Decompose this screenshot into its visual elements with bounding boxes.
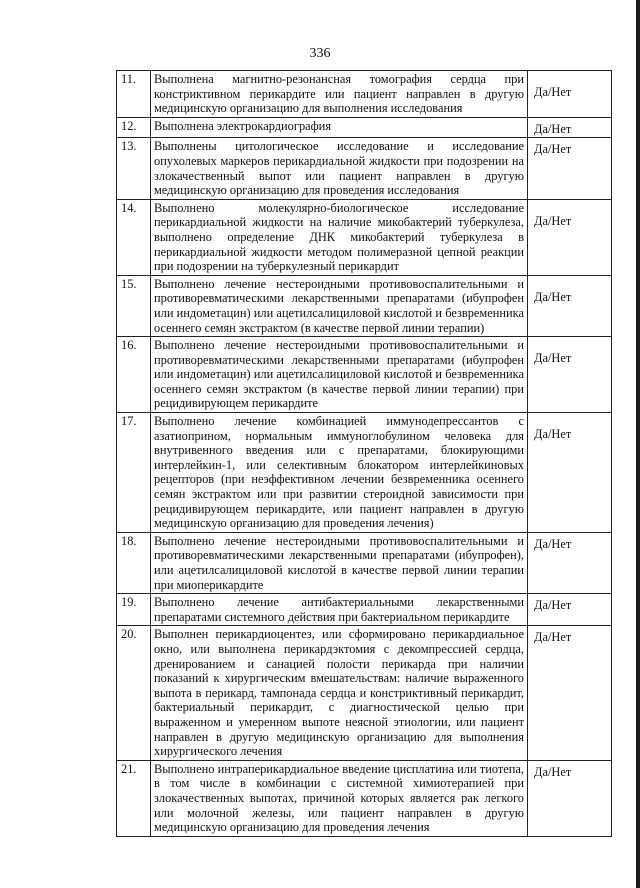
table-row <box>117 413 612 533</box>
table-row <box>117 138 612 199</box>
criterion-text: Выполнено молекулярно-биологическое исследование перикардиальной жидкости на наличие микобактерий туберкулеза, выполнено определение ДНК микобактерий туберкулеза в перикардиальной жидкости методом полимеразной цепной реакции при подозрении на туберкулезный перикардит <box>151 199 528 275</box>
row-number: 11. <box>117 71 151 118</box>
criterion-text: Выполнено лечение нестероидными противовоспалительными и противоревматическими лекарственными препаратами (ибупрофен или индометацин) или ацетилсалициловой кислотой и безвременника осеннего семян экстрактом (в качестве первой линии терапии) <box>151 275 528 336</box>
row-number: 20. <box>117 626 151 760</box>
criterion-text: Выполнена электрокардиография <box>151 117 528 138</box>
row-number: 14. <box>117 199 151 275</box>
row-number: 16. <box>117 337 151 413</box>
table-row <box>117 532 612 593</box>
row-number: 12. <box>117 117 151 138</box>
criterion-text: Выполнен перикардиоцентез, или сформировано перикардиальное окно, или выполнена перикардэктомия с декомпрессией сердца, дренированием и санацией полости перикарда при наличии показаний к хирургическим вмешательствам: наличие выраженного выпота в перикард, тампонада сердца и констриктивный перикардит, бактериальный перикардит, с диагностической целью при выраженном и умеренном выпоте неясной этиологии, или пациент направлен в другую медицинскую организацию для выполнения хирургического лечения <box>151 626 528 760</box>
criterion-text: Выполнена магнитно-резонансная томография сердца при констриктивном перикардите или пациент направлен в другую медицинскую организацию для выполнения исследования <box>151 71 528 118</box>
table-row <box>117 71 612 118</box>
criterion-text: Выполнено лечение антибактериальными лекарственными препаратами системного действия при бактериальном перикардите <box>151 594 528 626</box>
table-row <box>117 117 612 138</box>
row-number: 21. <box>117 760 151 836</box>
row-number: 18. <box>117 532 151 593</box>
scan-edge-shadow <box>636 0 640 888</box>
quality-criteria-table <box>116 70 612 837</box>
row-number: 19. <box>117 594 151 626</box>
answer-cell: Да/Нет <box>528 626 612 760</box>
answer-cell: Да/Нет <box>528 199 612 275</box>
criterion-text: Выполнены цитологическое исследование и исследование опухолевых маркеров перикардиальной жидкости при подозрении на злокачественный выпот или пациент направлен в другую медицинскую организацию для проведения исследования <box>151 138 528 199</box>
table-row <box>117 594 612 626</box>
answer-cell: Да/Нет <box>528 138 612 199</box>
row-number: 17. <box>117 413 151 533</box>
answer-cell: Да/Нет <box>528 117 612 138</box>
criterion-text: Выполнено лечение комбинацией иммунодепрессантов с азатиоприном, нормальным иммуноглобулином человека для внутривенного введения или с препаратами, блокирующими интерлейкин-1, или селективным блокатором интерлейкиновых рецепторов (при неэффективном лечении безвременника осеннего семян экстрактом или при развитии стероидной зависимости при рецидивирующем перикардите, или пациент направлен в другую медицинскую организацию для проведения лечения) <box>151 413 528 533</box>
table-row <box>117 337 612 413</box>
table-row <box>117 626 612 760</box>
table-row <box>117 275 612 336</box>
criterion-text: Выполнено лечение нестероидными противовоспалительными и противоревматическими лекарственными препаратами (ибупрофен или индометацин) или ацетилсалициловой кислотой и безвременника осеннего семян экстрактом (в качестве первой линии терапии) при рецидивирующем перикардите <box>151 337 528 413</box>
table-row <box>117 760 612 836</box>
row-number: 15. <box>117 275 151 336</box>
answer-cell: Да/Нет <box>528 594 612 626</box>
answer-cell: Да/Нет <box>528 337 612 413</box>
answer-cell: Да/Нет <box>528 413 612 533</box>
page-number: 336 <box>309 46 331 61</box>
answer-cell: Да/Нет <box>528 760 612 836</box>
criterion-text: Выполнено лечение нестероидными противовоспалительными и противоревматическими лекарственными препаратами (ибупрофен), или ацетилсалициловой кислотой в качестве первой линии терапии при миоперикардите <box>151 532 528 593</box>
criterion-text: Выполнено интраперикардиальное введение цисплатина или тиотепа, в том числе в комбинации с системной химиотерапией при злокачественных выпотах, причиной которых является рак легкого или молочной железы, или пациент направлен в другую медицинскую организацию для проведения лечения <box>151 760 528 836</box>
answer-cell: Да/Нет <box>528 532 612 593</box>
row-number: 13. <box>117 138 151 199</box>
table-row <box>117 199 612 275</box>
answer-cell: Да/Нет <box>528 71 612 118</box>
answer-cell: Да/Нет <box>528 275 612 336</box>
